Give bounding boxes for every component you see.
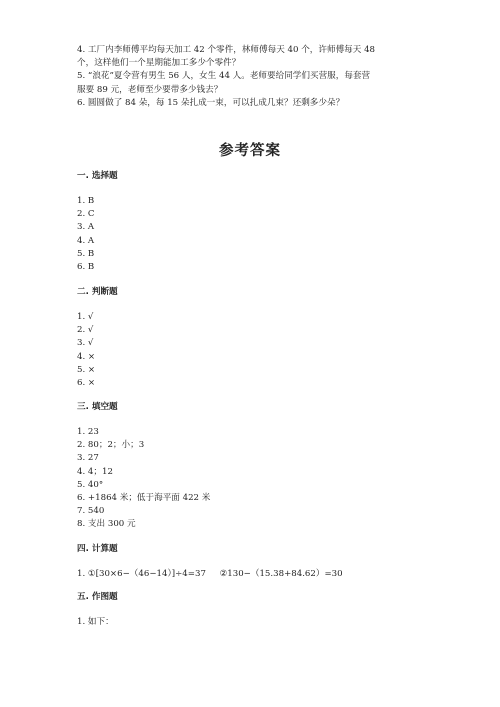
section-calculation xyxy=(77,543,437,581)
answer-item: 5. × xyxy=(77,364,96,375)
answer-item: 3. A xyxy=(77,222,95,233)
question-line: 个，这样他们一个星期能加工多少个零件？ xyxy=(77,58,241,69)
section-multiple-choice xyxy=(77,170,437,274)
answer-item: 4. A xyxy=(77,235,95,246)
answer-title: 参考答案 xyxy=(219,142,281,159)
question-line: 5. “浪花”夏令营有男生 56 人，女生 44 人。老师要给同学们买营服，每套营 xyxy=(77,71,371,82)
answer-item: 3. √ xyxy=(77,338,94,349)
section-title: 五. 作图题 xyxy=(77,592,118,602)
question-block xyxy=(77,44,427,110)
answer-item: 5. B xyxy=(77,248,95,259)
answer-item: 4. 4；12 xyxy=(77,466,113,477)
question-line: 4. 工厂内李师傅平均每天加工 42 个零件，林师傅每天 40 个，许师傅每天 48 xyxy=(77,45,376,55)
section-drawing xyxy=(77,591,437,629)
answer-list xyxy=(77,311,437,390)
answer-item: 6. × xyxy=(77,378,96,389)
answer-item: 8. 支出 300 元 xyxy=(77,519,136,530)
answer-item: 1. ①[30×6−（46−14）]÷4=37 ②130−（15.38+84.62）=30 xyxy=(77,569,343,579)
section-title: 四. 计算题 xyxy=(77,544,118,554)
answer-item: 1. 如下： xyxy=(77,617,114,627)
answer-item: 2. C xyxy=(77,209,95,220)
question-line: 服要 89 元，老师至少要带多少钱去？ xyxy=(77,84,223,95)
answer-list xyxy=(77,195,437,274)
answer-item: 2. √ xyxy=(77,325,94,336)
answer-item: 6. +1864 米；低于海平面 422 米 xyxy=(77,493,211,504)
section-title: 三. 填空题 xyxy=(77,402,118,412)
answer-item: 5. 40° xyxy=(77,479,104,490)
answer-item: 1. B xyxy=(77,196,95,206)
answer-item: 3. 27 xyxy=(77,453,99,464)
section-fill-in xyxy=(77,401,437,532)
answer-item: 1. 23 xyxy=(77,427,99,437)
answer-item: 4. × xyxy=(77,351,96,362)
section-title: 一. 选择题 xyxy=(77,171,118,181)
answer-item: 7. 540 xyxy=(77,506,105,517)
answer-list xyxy=(77,568,437,581)
section-title: 二. 判断题 xyxy=(77,287,118,297)
section-true-false xyxy=(77,286,437,390)
answer-item: 6. B xyxy=(77,262,95,273)
answer-item: 2. 80；2；小；3 xyxy=(77,440,145,451)
answer-list xyxy=(77,426,437,532)
answer-item: 1. √ xyxy=(77,312,94,322)
answer-list xyxy=(77,616,437,629)
question-line: 6. 圆圆做了 84 朵，每 15 朵扎成一束，可以扎成几束？还剩多少朵？ xyxy=(77,97,345,108)
